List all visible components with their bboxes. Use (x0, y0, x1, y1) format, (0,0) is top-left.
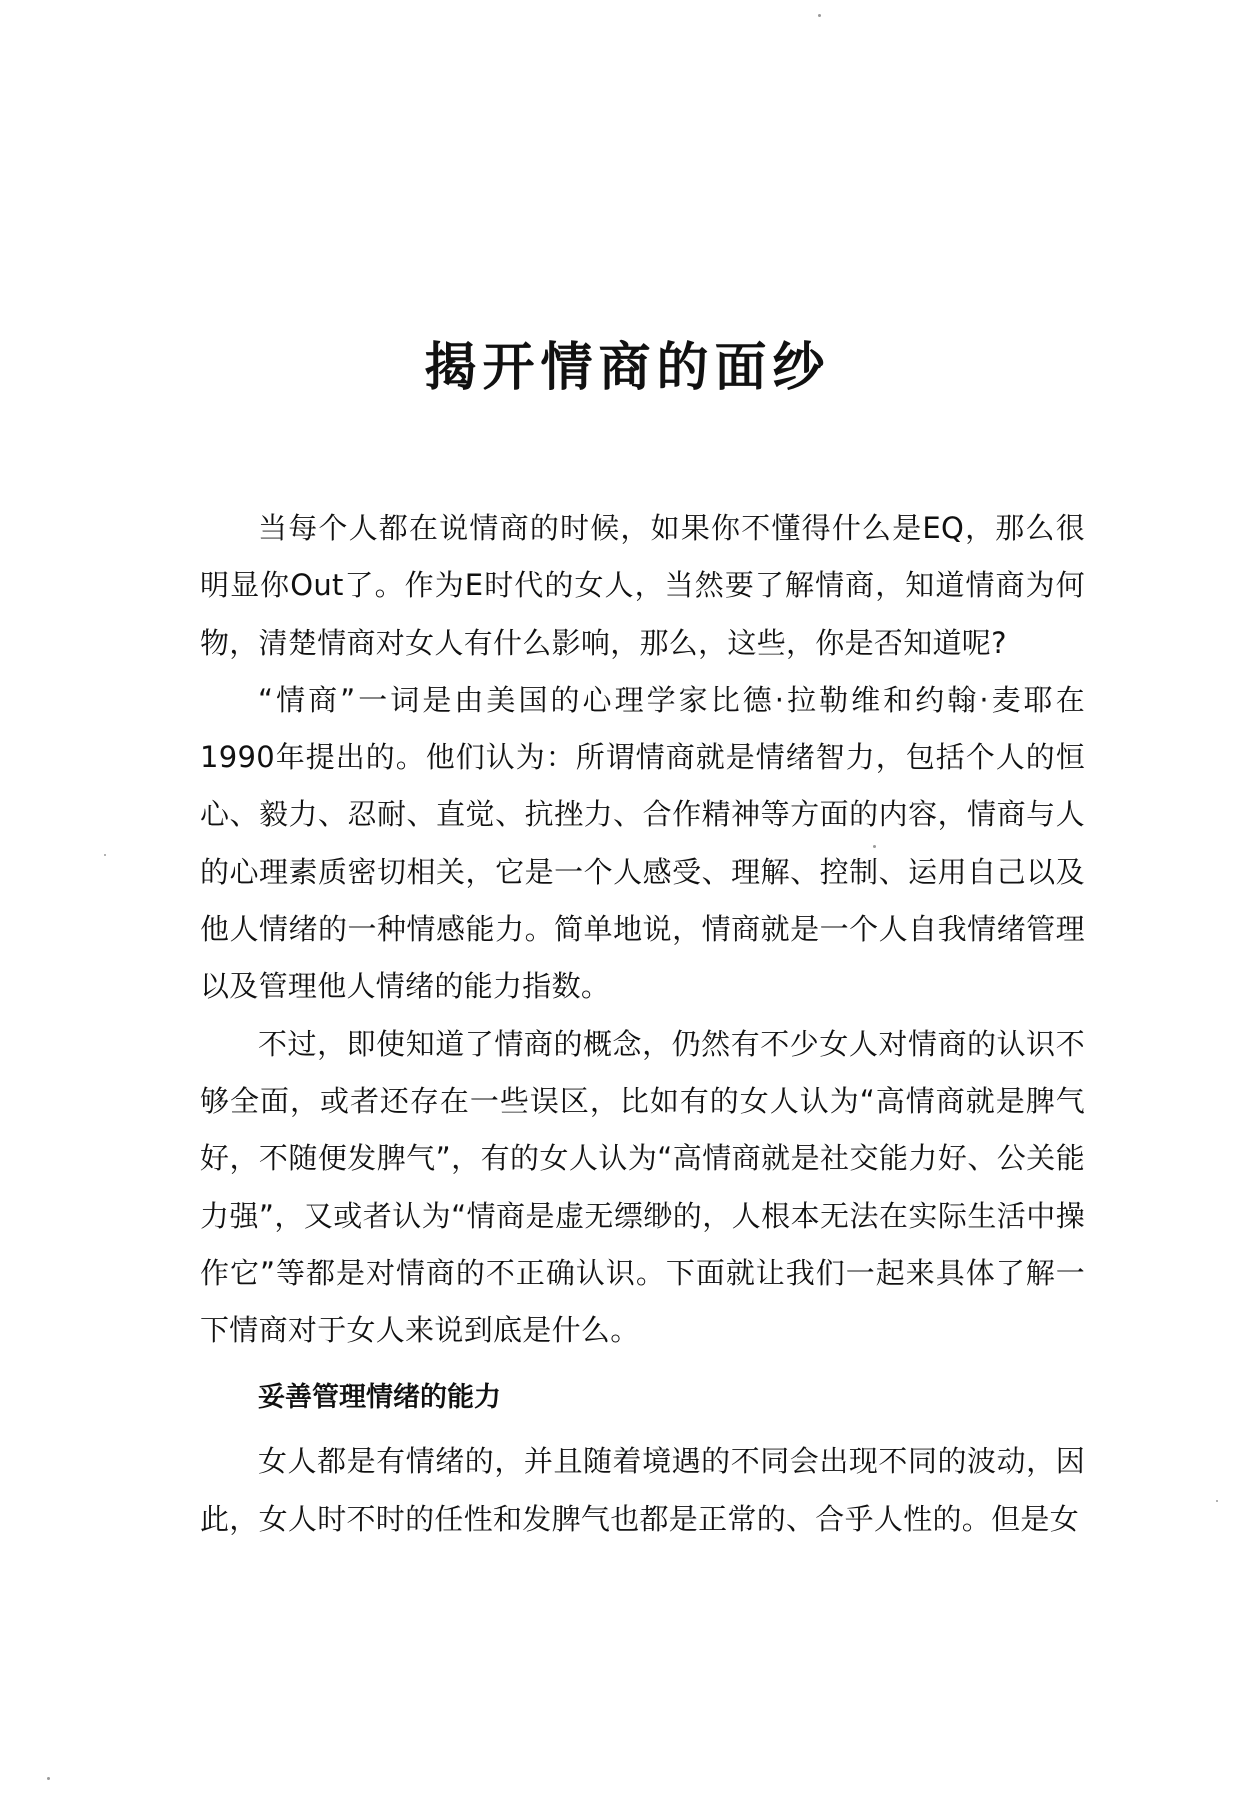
page-title: 揭开情商的面纱 (424, 336, 831, 398)
scan-speck (818, 14, 821, 17)
scan-speck (47, 1777, 50, 1780)
scan-speck (873, 845, 876, 848)
section-heading: 妥善管理情绪的能力 (258, 1382, 501, 1414)
scan-speck (104, 854, 106, 856)
paragraph-2: “情商”一词是由美国的心理学家比德·拉勒维和约翰·麦耶在1990年提出的。他们认为：所谓情商就是情绪智力，包括个人的恒心、毅力、忍耐、直觉、抗挫力、合作精神等方面的内容，情商与人的心理素质密切相关，它是一个人感受、理解、控制、运用自己以及他人情绪的一种情感能力。简单地说，情商就是一个人自我情绪管理以及管理他人情绪的能力指数。 (200, 682, 1085, 1004)
paragraph-1: 当每个人都在说情商的时候，如果你不懂得什么是EQ，那么很明显你Out了。作为E时代的女人，当然要了解情商，知道情商为何物，清楚情商对女人有什么影响，那么，这些，你是否知道呢? (200, 511, 1085, 660)
paragraph-3: 不过，即使知道了情商的概念，仍然有不少女人对情商的认识不够全面，或者还存在一些误区，比如有的女人认为“高情商就是脾气好，不随便发脾气”，有的女人认为“高情商就是社交能力好、公关能力强”，又或者认为“情商是虚无缥缈的，人根本无法在实际生活中操作它”等都是对情商的不正确认识。下面就让我们一起来具体了解一下情商对于女人来说到底是什么。 (200, 1026, 1085, 1348)
paragraph-4: 女人都是有情绪的，并且随着境遇的不同会出现不同的波动，因此，女人时不时的任性和发脾气也都是正常的、合乎人性的。但是女 (200, 1444, 1085, 1536)
body-text (200, 500, 1085, 1548)
scan-speck (1216, 1500, 1218, 1502)
